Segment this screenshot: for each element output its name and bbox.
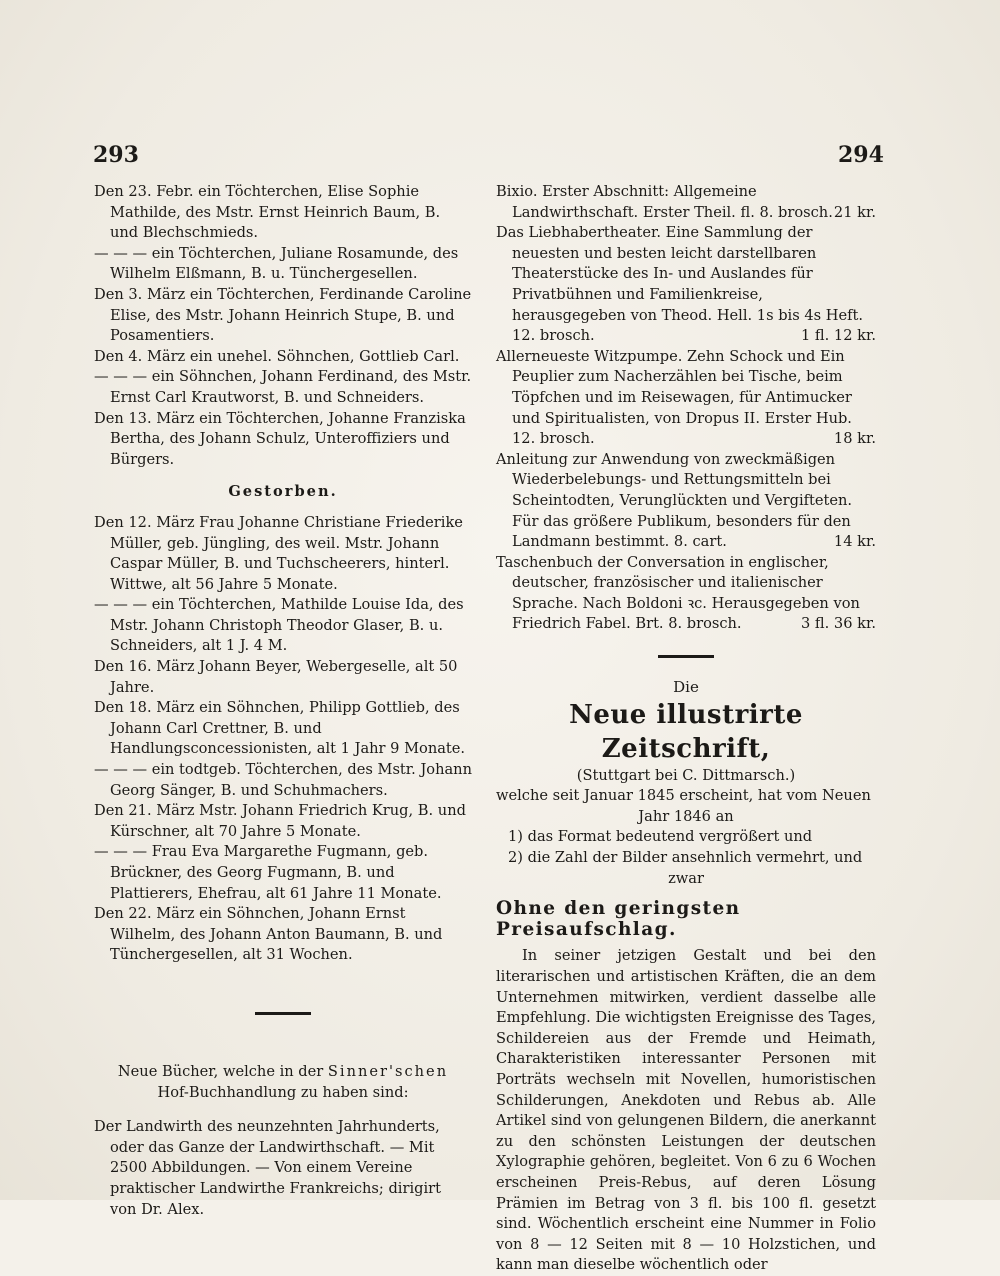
- death-entry: — — — ein todtgeb. Töchterchen, des Mstr. Johann Georg Sänger, B. und Schuhmachers.: [94, 761, 472, 799]
- book-entry: [496, 182, 876, 223]
- page-number-right: 294: [838, 142, 884, 168]
- death-entry: — — — Frau Eva Margarethe Fugmann, geb. Brückner, des Georg Fugmann, B. und Plattierers, Ehefrau, alt 61 Jahre 11 Monate.: [94, 843, 442, 902]
- ad-list-item: 2) die Zahl der Bilder ansehnlich vermehrt, und: [508, 849, 863, 867]
- left-column: [94, 182, 472, 1220]
- book-entry: [496, 223, 876, 347]
- ad-intro: welche seit Januar 1845 erscheint, hat vom Neuen: [496, 787, 871, 805]
- section-divider: [496, 635, 876, 677]
- deaths-list: [94, 513, 472, 966]
- ad-price-notice: Ohne den geringsten Preisaufschlag.: [496, 898, 741, 940]
- book-entry-price: 1 fl. 12 kr.: [801, 327, 876, 345]
- right-book-list: [496, 182, 876, 635]
- new-books-heading-part2: Hof-Buchhandlung zu haben sind:: [157, 1083, 409, 1101]
- ad-article: Die: [673, 678, 699, 697]
- death-entry: Den 22. März ein Söhnchen, Johann Ernst Wilhelm, des Johann Anton Baumann, B. und Tünchergesellen, alt 31 Wochen.: [94, 905, 443, 964]
- birth-entry: Den 4. März ein unehel. Söhnchen, Gottlieb Carl.: [94, 347, 460, 365]
- new-books-heading: [94, 1062, 472, 1103]
- book-entry-price: 3 fl. 36 kr.: [801, 615, 876, 633]
- ad-title: Neue illustrirte Zeitschrift,: [569, 699, 803, 764]
- right-column: [496, 182, 876, 1276]
- book-entry: [496, 553, 876, 635]
- births-list: [94, 182, 472, 470]
- death-entry: — — — ein Töchterchen, Mathilde Louise Ida, des Mstr. Johann Christoph Theodor Glaser, B. u. Schneiders, alt 1 J. 4 M.: [94, 596, 464, 655]
- left-book-list: [94, 1117, 472, 1220]
- book-entry-text: Taschenbuch der Conversation in englischer, deutscher, französischer und italienischer Sprache. Nach Boldoni ꝛc. Herausgegeben von Friedrich Fabel. Brt. 8. brosch.: [496, 553, 860, 633]
- page-number-left: 293: [93, 142, 139, 168]
- death-entry: Den 16. März Johann Beyer, Webergeselle, alt 50 Jahre.: [94, 658, 458, 696]
- death-entry: Den 18. März ein Söhnchen, Philipp Gottlieb, des Johann Carl Crettner, B. und Handlungsconcessionisten, alt 1 Jahr 9 Monate.: [94, 699, 466, 758]
- deaths-heading: Gestorben.: [228, 483, 338, 501]
- section-divider: [94, 966, 472, 1062]
- book-entry: [496, 450, 876, 553]
- death-entry: Den 12. März Frau Johanne Christiane Friederike Müller, geb. Jüngling, des weil. Mstr. Johann Caspar Müller, B. und Tuchscheerers, hinterl. Wittwe, alt 56 Jahre 5 Monate.: [94, 513, 463, 593]
- book-entry-text: Anleitung zur Anwendung von zweckmäßigen Wiederbelebungs- und Rettungsmitteln bei Scheintodten, Verunglückten und Vergifteten. Für das größere Publikum, besonders für den Landmann bestimmt. 8. cart.: [496, 450, 853, 551]
- ad-body-text: In seiner jetzigen Gestalt und bei den literarischen und artistischen Kräften, die an dem Unternehmen mitwirken, verdient dasselbe alle Empfehlung. Die wichtigsten Ereignisse des Tages, Schildereien aus der Fremde und Heimath, Charakteristiken interessanter Personen mit Porträts wechseln mit Novellen, humoristischen Schilderungen, Anekdoten und Rebus ab. Alle Artikel sind von gelungenen Bildern, die anerkannt zu den schönsten Leistungen der deutschen Xylographie gehören, begleitet. Von 6 zu 6 Wochen erscheinen Preis-Rebus, auf deren Lösung Prämien im Betrag von 3 fl. bis 100 fl. gesetzt sind. Wöchentlich erscheint eine Nummer in Folio von 8 — 12 Seiten mit 8 — 10 Holzstichen, und kann man dieselbe wöchentlich oder: [496, 947, 876, 1274]
- book-entry-text: Das Liebhabertheater. Eine Sammlung der neuesten und besten leicht darstellbaren Theaterstücke des In- und Auslandes für Privatbühnen und Familienkreise, herausgegeben von Theod. Hell. 1s bis 4s Heft. 12. brosch.: [496, 224, 864, 345]
- book-entry-text: Allerneueste Witzpumpe. Zehn Schock und Ein Peuplier zum Nacherzählen bei Tische, beim Töpfchen und im Reisewagen, für Antimucker und Spiritualisten, von Dropus II. Erster Hub. 12. brosch.: [496, 347, 852, 448]
- book-entry-text: Bixio. Erster Abschnitt: Allgemeine Landwirthschaft. Erster Theil. fl. 8. brosch.: [496, 183, 833, 221]
- book-entry: Der Landwirth des neunzehnten Jahrhunderts, oder das Ganze der Landwirthschaft. — Mit 2500 Abbildungen. — Von einem Vereine praktischer Landwirthe Frankreichs; dirigirt von Dr. Alex.: [94, 1118, 441, 1218]
- book-entry: [496, 347, 876, 450]
- divider-rule: [255, 1012, 311, 1015]
- death-entry: Den 21. März Mstr. Johann Friedrich Krug, B. und Kürschner, alt 70 Jahre 5 Monate.: [94, 802, 466, 840]
- ad-intro-year: Jahr 1846 an: [638, 807, 734, 825]
- birth-entry: Den 3. März ein Töchterchen, Ferdinande Caroline Elise, des Mstr. Johann Heinrich Stupe, B. und Posamentiers.: [94, 285, 472, 345]
- ad-subtitle: (Stuttgart bei C. Dittmarsch.): [576, 766, 796, 784]
- new-books-heading-publisher: Sinner'schen: [327, 1062, 449, 1080]
- magazine-advertisement: [496, 677, 876, 1276]
- ad-list-item-continued: zwar: [668, 869, 704, 887]
- book-entry-price: 18 kr.: [833, 430, 876, 448]
- birth-entry: — — — ein Söhnchen, Johann Ferdinand, des Mstr. Ernst Carl Krautworst, B. und Schneiders.: [94, 368, 472, 406]
- new-books-heading-part1: Neue Bücher, welche in der: [117, 1062, 324, 1080]
- birth-entry: Den 13. März ein Töchterchen, Johanne Franziska Bertha, des Johann Schulz, Unteroffiziers und Bürgers.: [94, 409, 466, 468]
- birth-entry: Den 23. Febr. ein Töchterchen, Elise Sophie Mathilde, des Mstr. Ernst Heinrich Baum, B. und Blechschmieds.: [94, 183, 441, 242]
- book-entry-price: 21 kr.: [833, 203, 876, 221]
- divider-rule: [658, 655, 714, 658]
- birth-entry: — — — ein Töchterchen, Juliane Rosamunde, des Wilhelm Elßmann, B. u. Tünchergesellen.: [94, 244, 459, 283]
- book-entry-price: 14 kr.: [833, 533, 876, 551]
- ad-list-item: 1) das Format bedeutend vergrößert und: [508, 828, 813, 846]
